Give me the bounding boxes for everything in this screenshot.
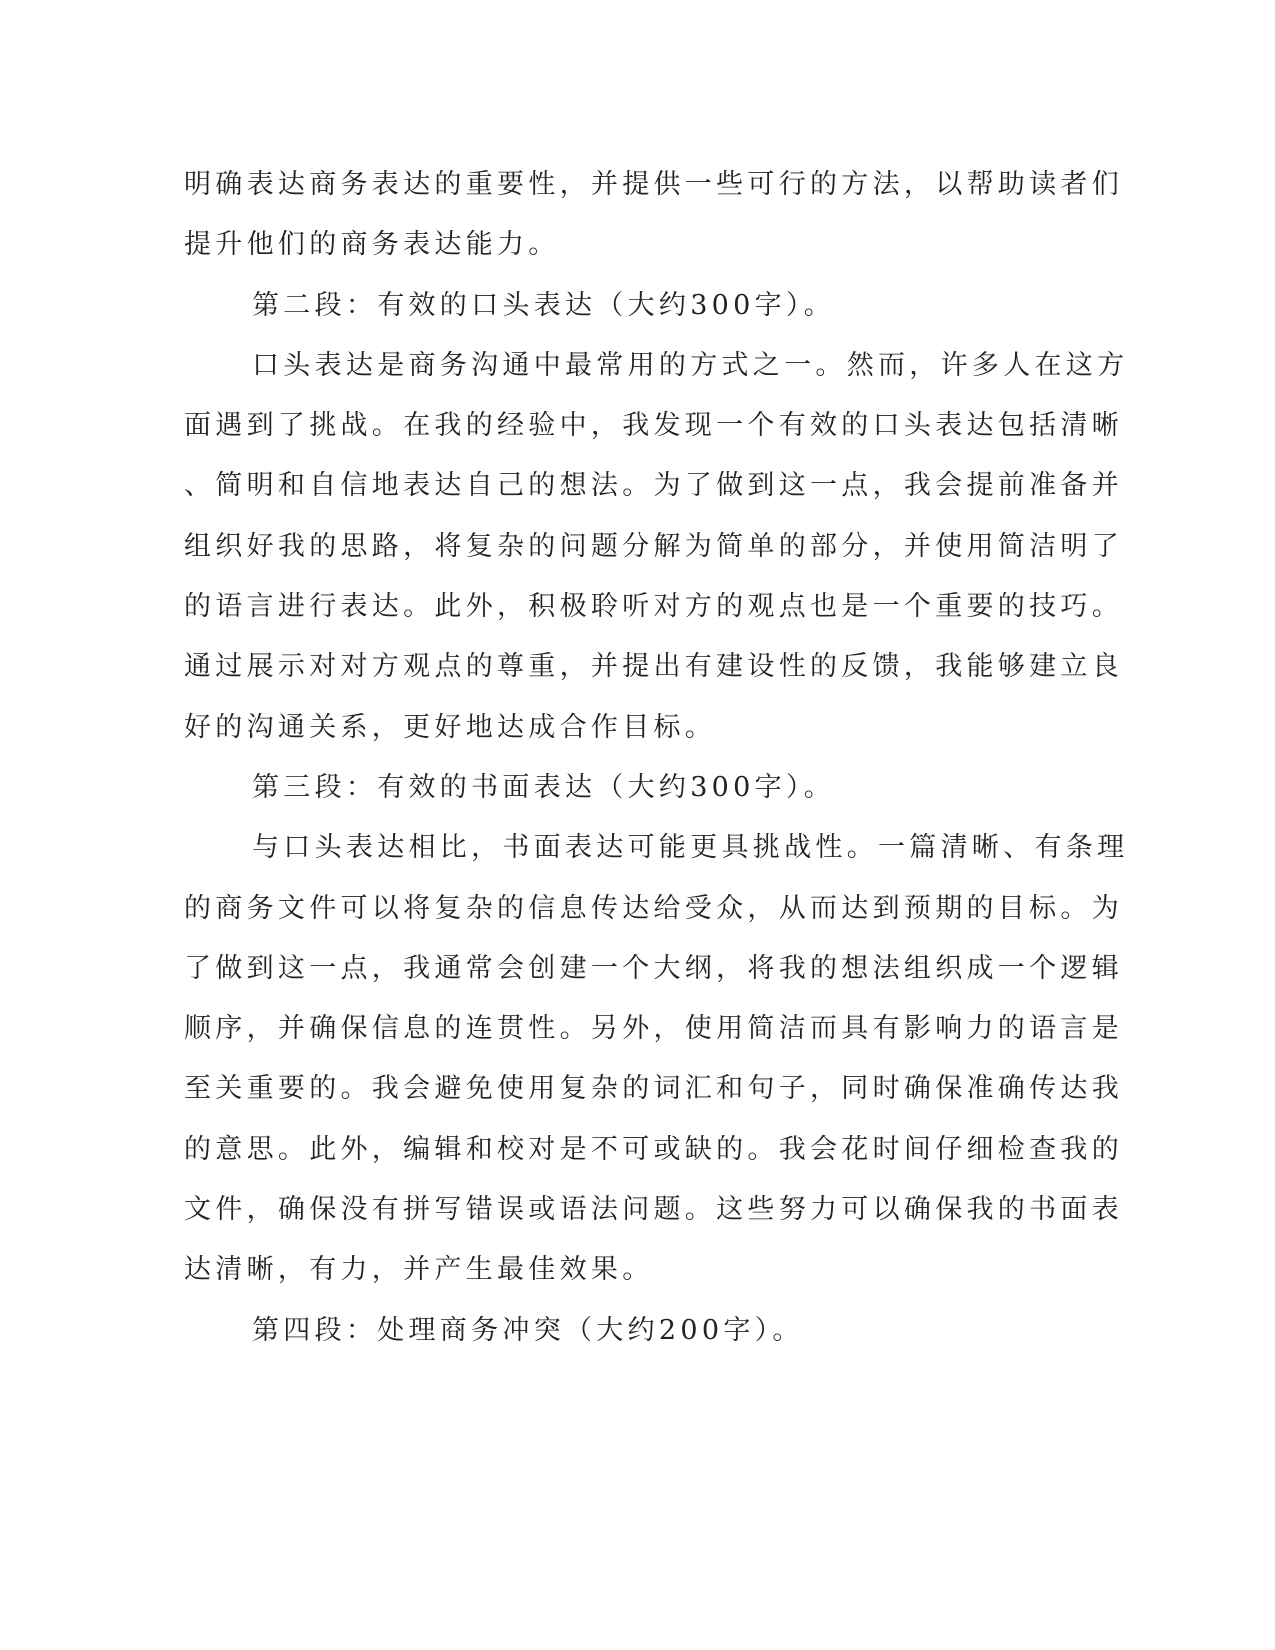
text-line: 面遇到了挑战。在我的经验中，我发现一个有效的口头表达包括清晰 bbox=[184, 410, 1123, 442]
text-line: 顺序，并确保信息的连贯性。另外，使用简洁而具有影响力的语言是 bbox=[184, 1013, 1123, 1045]
text-line: 、简明和自信地表达自己的想法。为了做到这一点，我会提前准备并 bbox=[184, 470, 1123, 502]
text-line: 通过展示对对方观点的尊重，并提出有建设性的反馈，我能够建立良 bbox=[184, 651, 1123, 683]
text-line: 达清晰，有力，并产生最佳效果。 bbox=[184, 1254, 654, 1286]
text-line: 文件，确保没有拼写错误或语法问题。这些努力可以确保我的书面表 bbox=[184, 1194, 1123, 1226]
text-line: 至关重要的。我会避免使用复杂的词汇和句子，同时确保准确传达我 bbox=[184, 1073, 1123, 1105]
text-line: 的商务文件可以将复杂的信息传达给受众，从而达到预期的目标。为 bbox=[184, 892, 1123, 924]
section-heading-3: 第三段：有效的书面表达（大约300字）。 bbox=[252, 771, 836, 803]
text-line: 与口头表达相比，书面表达可能更具挑战性。一篇清晰、有条理 bbox=[252, 832, 1129, 864]
text-line: 了做到这一点，我通常会创建一个大纲，将我的想法组织成一个逻辑 bbox=[184, 952, 1123, 984]
section-heading-4: 第四段：处理商务冲突（大约200字）。 bbox=[252, 1314, 804, 1346]
text-line: 组织好我的思路，将复杂的问题分解为简单的部分，并使用简洁明了 bbox=[184, 530, 1123, 562]
text-line: 的语言进行表达。此外，积极聆听对方的观点也是一个重要的技巧。 bbox=[184, 591, 1123, 623]
text-line: 口头表达是商务沟通中最常用的方式之一。然而，许多人在这方 bbox=[252, 349, 1129, 381]
section-heading-2: 第二段：有效的口头表达（大约300字）。 bbox=[252, 289, 836, 321]
text-line: 明确表达商务表达的重要性，并提供一些可行的方法，以帮助读者们 bbox=[184, 169, 1123, 200]
text-line: 好的沟通关系，更好地达成合作目标。 bbox=[184, 711, 717, 743]
text-line: 的意思。此外，编辑和校对是不可或缺的。我会花时间仔细检查我的 bbox=[184, 1133, 1123, 1165]
document-body bbox=[184, 155, 1129, 1361]
text-line: 提升他们的商务表达能力。 bbox=[184, 229, 560, 261]
